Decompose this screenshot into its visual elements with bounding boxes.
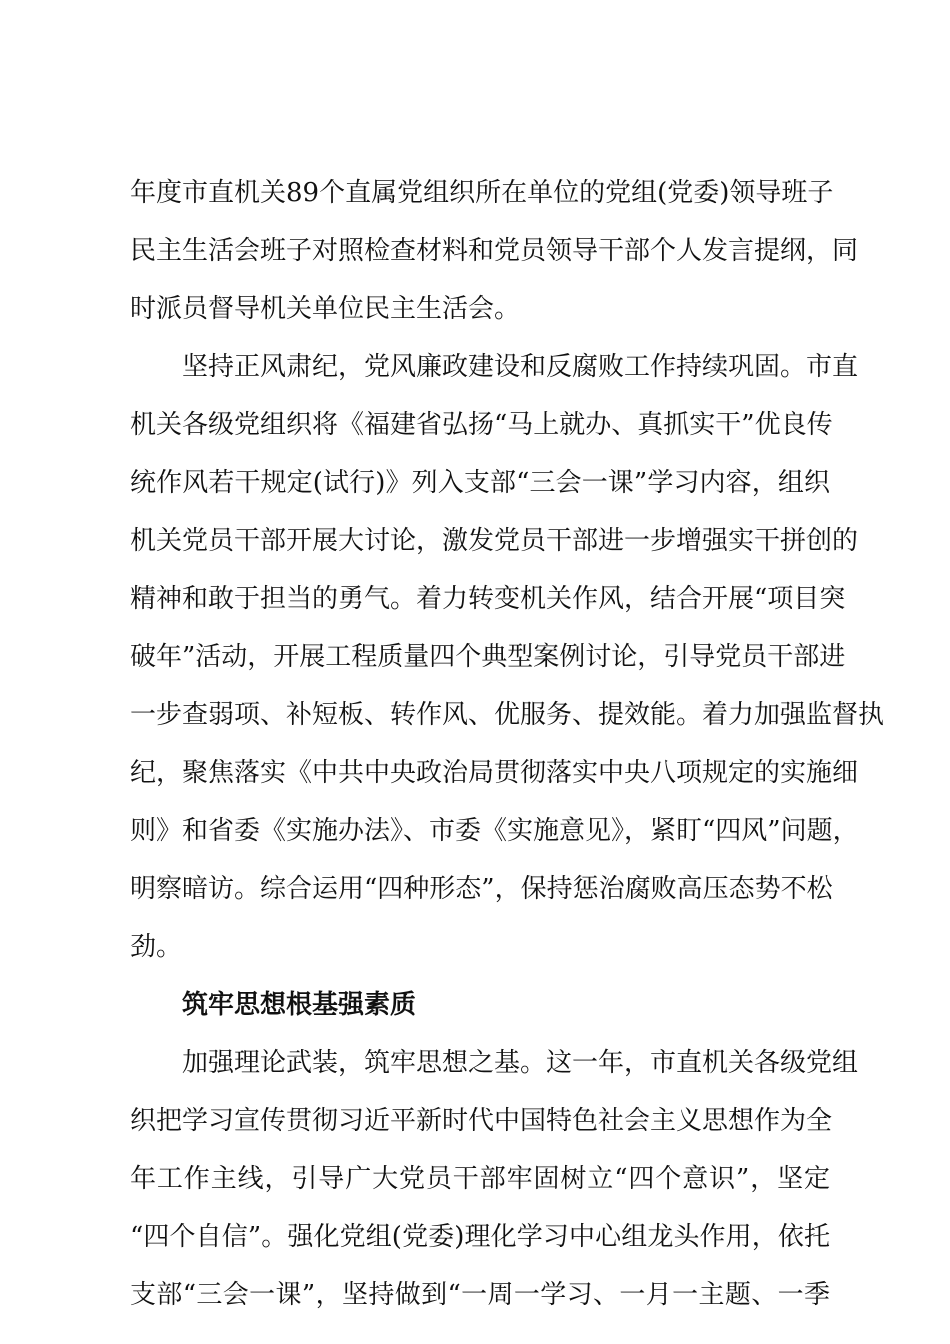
- text-line: 支部“三会一课”，坚持做到“一周一学习、一月一主题、一季: [130, 1280, 830, 1310]
- text-line: 精神和敢于担当的勇气。着力转变机关作风，结合开展“项目突: [130, 584, 846, 614]
- text-line: 劲。: [130, 932, 183, 962]
- paragraph-first-line: 坚持正风肃纪，党风廉政建设和反腐败工作持续巩固。市直: [182, 352, 859, 382]
- text-line: 年度市直机关89个直属党组织所在单位的党组(党委)领导班子: [130, 178, 834, 208]
- text-line: 机关各级党组织将《福建省弘扬“马上就办、真抓实干”优良传: [130, 410, 833, 440]
- text-line: 织把学习宣传贯彻习近平新时代中国特色社会主义思想作为全: [130, 1106, 833, 1136]
- text-line: 纪，聚焦落实《中共中央政治局贯彻落实中央八项规定的实施细: [130, 758, 859, 788]
- text-line: 则》和省委《实施办法》、市委《实施意见》，紧盯“四风”问题，: [130, 816, 859, 846]
- text-line: 明察暗访。综合运用“四种形态”，保持惩治腐败高压态势不松: [130, 874, 833, 904]
- text-line: 机关党员干部开展大讨论，激发党员干部进一步增强实干拼创的: [130, 526, 859, 556]
- text-line: 统作风若干规定(试行)》列入支部“三会一课”学习内容，组织: [130, 468, 830, 498]
- text-line: 一步查弱项、补短板、转作风、优服务、提效能。着力加强监督执: [130, 700, 885, 730]
- text-line: “四个自信”。强化党组(党委)理化学习中心组龙头作用，依托: [130, 1222, 830, 1252]
- section-heading: 筑牢思想根基强素质: [182, 990, 417, 1020]
- text-line: 时派员督导机关单位民主生活会。: [130, 294, 521, 324]
- text-line: 年工作主线，引导广大党员干部牢固树立“四个意识”，坚定: [130, 1164, 830, 1194]
- paragraph-first-line: 加强理论武装，筑牢思想之基。这一年，市直机关各级党组: [182, 1048, 859, 1078]
- text-line: 民主生活会班子对照检查材料和党员领导干部个人发言提纲，同: [130, 236, 859, 266]
- text-line: 破年”活动，开展工程质量四个典型案例讨论，引导党员干部进: [130, 642, 846, 672]
